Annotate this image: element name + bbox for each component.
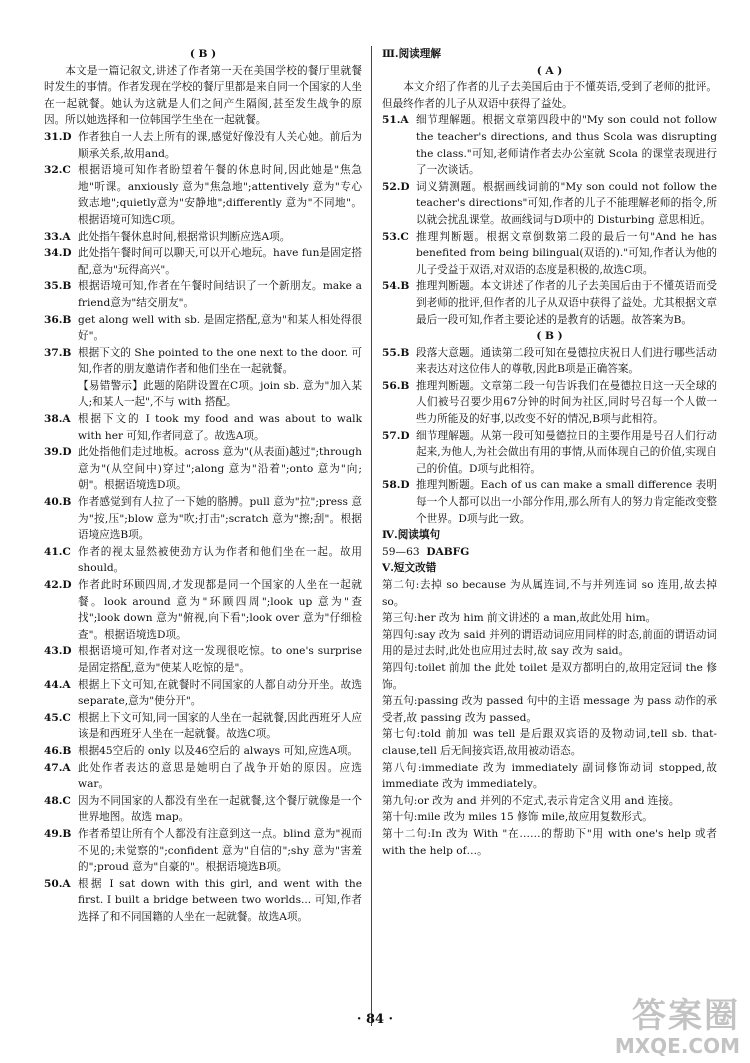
answer-number: 57.D [382, 429, 410, 442]
answer-explanation: 作者此时环顾四周,才发现都是同一个国家的人坐在一起就餐。look around 意为"环顾四周";look up 意为"查找";look down 意为"俯视,向下看";look over 意为"仔细检查"。根据语境选D项。 [78, 579, 362, 641]
answer-list-a [382, 112, 717, 328]
answer-explanation: 根据语境可知,作者对这一发现很吃惊。to one's surprise 是固定搭配,意为"使某人吃惊的是"。 [78, 645, 362, 674]
answer-explanation: 此处指他们走过地板。across 意为"(从表面)越过";through 意为"(从空间中)穿过";along 意为"沿着";onto 意为"向;朝"。根据语境选D项。 [78, 446, 362, 492]
answer-number: 31.D [44, 130, 72, 143]
section-correction-heading: Ⅴ.短文改错 [382, 562, 437, 575]
passage-intro: 本文是一篇记叙文,讲述了作者第一天在美国学校的餐厅里就餐时发生的事情。作者发现在学校的餐厅里都是来自同一个国家的人坐在一起就餐。她认为这就是人们之间产生隔阂,甚至发生战争的原因。所以她选择和一位韩国学生坐在一起就餐。 [44, 64, 362, 127]
answer-number: 56.B [382, 379, 410, 392]
answer-explanation: 此处作者表达的意思是她明白了战争开始的原因。应选 war。 [78, 761, 362, 791]
answer-number: 40.B [44, 496, 72, 509]
answer-number: 58.D [382, 479, 410, 492]
section-b-title: ( B ) [189, 48, 217, 60]
answer-number: 51.A [382, 114, 409, 127]
page-number: · 84 · [356, 1012, 394, 1027]
answer-number: 39.D [44, 446, 72, 459]
answer-explanation: 因为不同国家的人都没有坐在一起就餐,这个餐厅就像是一个世界地图。故选 map。 [78, 794, 362, 824]
column-divider [371, 46, 372, 1026]
fill-range: 59—63 [382, 545, 420, 558]
answer-number: 54.B [382, 280, 410, 293]
answer-explanation: 根据下文的 She pointed to the one next to the door. 可知,作者的朋友邀请作者和他们坐在一起就餐。 [78, 346, 362, 376]
answer-item [44, 677, 362, 710]
answer-number: 41.C [44, 545, 71, 558]
answer-number: 45.C [44, 711, 71, 724]
answer-item [44, 278, 362, 311]
answer-number: 42.D [44, 579, 72, 591]
answer-explanation: 根据语境可知,作者在午餐时间结识了一个新朋友。make a friend意为"结交朋友"。 [78, 280, 362, 309]
answer-item [44, 162, 362, 228]
correction-list [382, 577, 717, 859]
answer-number: 37.B [44, 346, 72, 359]
answer-explanation: 作者独自一人去上所有的课,感觉好像没有人关心她。前后为顺承关系,故用and。 [78, 130, 362, 160]
answer-item [44, 229, 362, 246]
watermark-main: 答案圈 [632, 996, 740, 1036]
right-column [382, 46, 717, 859]
section-fill-heading: Ⅳ.阅读填句 [382, 529, 441, 542]
correction-item: 第八句:immediate 改为 immediately 副词修饰动词 stopped,故 immediate 改为 immediately。 [382, 761, 717, 791]
answer-item [382, 378, 717, 428]
section-b2-title: ( B ) [536, 330, 563, 343]
answer-number: 36.B [44, 313, 72, 326]
correction-item: 第九句:or 改为 and 并列的不定式,表示肯定含义用 and 连接。 [382, 794, 680, 807]
answer-number: 52.D [382, 180, 410, 193]
answer-number: 53.C [382, 230, 409, 243]
answer-number: 48.C [44, 794, 71, 807]
answer-number: 47.A [44, 761, 71, 774]
answer-item [44, 577, 362, 643]
answer-item [44, 411, 362, 444]
answer-list-b [382, 345, 717, 528]
answer-item [44, 826, 362, 876]
answer-item [44, 345, 362, 378]
answer-item [44, 876, 362, 926]
answer-explanation: 根据语境可知作者盼望着午餐的休息时间,因此她是"焦急地"听课。anxiously 意为"焦急地";attentively 意为"专心致志地";quietly意为"安静地";differently 意为"不同地"。根据语境可知选C项。 [78, 164, 362, 226]
answer-number: 50.A [44, 877, 71, 890]
answer-explanation: get along well with sb. 是固定搭配,意为"和某人相处得很好"。 [78, 313, 362, 343]
answer-number: 46.B [44, 744, 72, 757]
answer-explanation: 此处指午餐时间可以聊天,可以开心地玩。have fun是固定搭配,意为"玩得高兴"。 [78, 247, 362, 276]
answer-explanation: 推理判断题。根据文章倒数第二段的最后一句"And he has benefited from being bilingual(双语的)."可知,作者认为他的儿子受益于双语,对双语的态度是积极的,故选C项。 [416, 230, 717, 276]
answer-explanation: 推理判断题。本文讲述了作者的儿子去美国后由于不懂英语而受到老师的批评,但作者的儿子从双语中获得了益处。尤其根据文章最后一段可知,作者主要论述的是教育的话题。故答案为B。 [416, 280, 717, 326]
answer-explanation: 根据下文的 I took my food and was about to walk with her 可知,作者同意了。故选A项。 [78, 413, 362, 442]
answer-item [382, 278, 717, 328]
answer-item [44, 312, 362, 345]
fill-letters: DABFG [426, 545, 470, 558]
answer-explanation: 根据 I sat down with this girl, and went with the first. I built a bridge between two worlds... 可知,作者选择了和不同国籍的人坐在一起就餐。故选A项。 [78, 877, 362, 923]
answer-item [44, 793, 362, 826]
answer-explanation: 此处指午餐休息时间,根据常识判断应选A项。 [78, 230, 291, 243]
section-reading-heading: Ⅲ.阅读理解 [382, 48, 441, 60]
answer-explanation: 作者的视太显然被使劲方认为作者和他们坐在一起。故用 should。 [78, 545, 362, 575]
answer-item [382, 112, 717, 178]
answer-number: 32.C [44, 164, 71, 177]
answer-item [44, 743, 362, 760]
answer-explanation: 词义猜测题。根据画线词前的"My son could not follow the teacher's directions"可知,作者的儿子不能理解老师的指令,所以就会扰乱课堂。故画线词与D项中的 Disturbing 意思相近。 [416, 180, 717, 226]
answer-explanation: 细节理解题。从第一段可知曼德拉日的主要作用是号召人们行动起来,为他人,为社会做出有用的事情,从而体现自己的价值,实现自己的价值。D项与此相符。 [416, 429, 717, 475]
watermark-logo [590, 997, 740, 1057]
answer-number: 35.B [44, 280, 72, 293]
correction-item: 第二句:去掉 so because 为从属连词,不与并列连词 so 连用,故去掉 so。 [382, 579, 717, 608]
correction-item: 第十二句:In 改为 With "在……的帮助下"用 with one's help 或者 with the help of…。 [382, 827, 717, 857]
watermark-sub: MXQE.COM [614, 1034, 740, 1058]
answer-explanation: 作者希望让所有个人都没有注意到这一点。blind 意为"视而不见的;未觉察的";confident 意为"自信的";shy 意为"害羞的";proud 意为"自豪的"。根据语境选B项。 [78, 827, 362, 874]
answer-explanation: 细节理解题。根据文章第四段中的"My son could not follow the teacher's directions, and thus Scola was disrupting the class."可知,老师请作者去办公室就 Scola 的课堂表现进行了一次谈话。 [416, 114, 717, 177]
answer-number: 34.D [44, 247, 72, 260]
answer-item [382, 345, 717, 378]
answer-number: 55.B [382, 346, 410, 359]
answer-item [382, 229, 717, 279]
answer-explanation: 段落大意题。通读第二段可知在曼德拉庆祝日人们进行哪些活动来表达对这位伟人的尊敬,因此B项是正确答案。 [416, 346, 717, 376]
answer-number: 43.D [44, 645, 72, 658]
left-column [44, 46, 362, 925]
answer-number: 38.A [44, 413, 71, 426]
answer-explanation: 根据45空后的 only 以及46空后的 always 可知,应选A项。 [78, 744, 359, 757]
answer-item [44, 760, 362, 793]
correction-item: 第十句:mile 改为 miles 15 修饰 mile,故应用复数形式。 [382, 811, 653, 824]
answer-item [382, 477, 717, 527]
answer-number: 33.A [44, 230, 71, 243]
answer-item [44, 494, 362, 544]
correction-item: 第五句:passing 改为 passed 句中的主语 message 为 pass 动作的承受者,故 passing 改为 passed。 [382, 695, 717, 724]
answer-item [44, 544, 362, 577]
answer-explanation: 推理判断题。文章第二段一句告诉我们在曼德拉日这一天全球的人们被号召要少用67分钟的时间为社区,同时号召每一个人做一些力所能及的好事,以改变不好的情况,B项与此相符。 [416, 379, 717, 426]
answer-item [44, 444, 362, 494]
correction-item: 第四句:toilet 前加 the 此处 toilet 是双方都明白的,故用定冠词 the 修饰。 [382, 661, 717, 691]
answer-item [44, 129, 362, 162]
fill-answer [382, 544, 717, 561]
answer-explanation: 作者感觉到有人拉了一下她的胳膊。pull 意为"拉";press 意为"按,压";blow 意为"吹;打击";scratch 意为"擦;刮"。根据语境应选B项。 [78, 496, 362, 542]
section-a-title: ( A ) [536, 64, 563, 77]
correction-item: 第四句:say 改为 said 并列的谓语动词应用同样的时态,前面的谓语动词用的是过去时,此处也应用过去时,故 say 改为 said。 [382, 628, 717, 658]
answer-item [382, 428, 717, 478]
correction-item: 第三句:her 改为 him 前文讲述的 a man,故此处用 him。 [382, 612, 657, 625]
answer-item [44, 245, 362, 278]
answer-explanation: 根据上下文可知,同一国家的人坐在一起就餐,因此西班牙人应该是和西班牙人坐在一起就餐。故选C项。 [78, 711, 362, 741]
error-warning-note: 【易错警示】此题的陷阱设置在C项。join sb. 意为"加入某人;和某人一起",不与 with 搭配。 [78, 379, 362, 409]
answer-item [44, 710, 362, 743]
answer-item [44, 643, 362, 676]
passage-a-intro: 本文介绍了作者的儿子去美国后由于不懂英语,受到了老师的批评。但最终作者的儿子从双语中获得了益处。 [382, 81, 717, 110]
answer-explanation: 根据上下文可知,在就餐时不同国家的人都自动分开坐。故选 separate,意为"使分开"。 [78, 678, 362, 708]
answer-list [44, 129, 362, 926]
answer-item [382, 179, 717, 229]
answer-number: 49.B [44, 827, 72, 840]
correction-item: 第七句:told 前加 was tell 是后跟双宾语的及物动词,tell sb. that-clause,tell 后无间接宾语,故用被动语态。 [382, 728, 717, 757]
answer-number: 44.A [44, 678, 71, 691]
answer-explanation: 推理判断题。Each of us can make a small difference 表明每一个人都可以出一小部分作用,那么所有人的努力肯定能改变整个世界。D项与此一致。 [416, 479, 717, 525]
